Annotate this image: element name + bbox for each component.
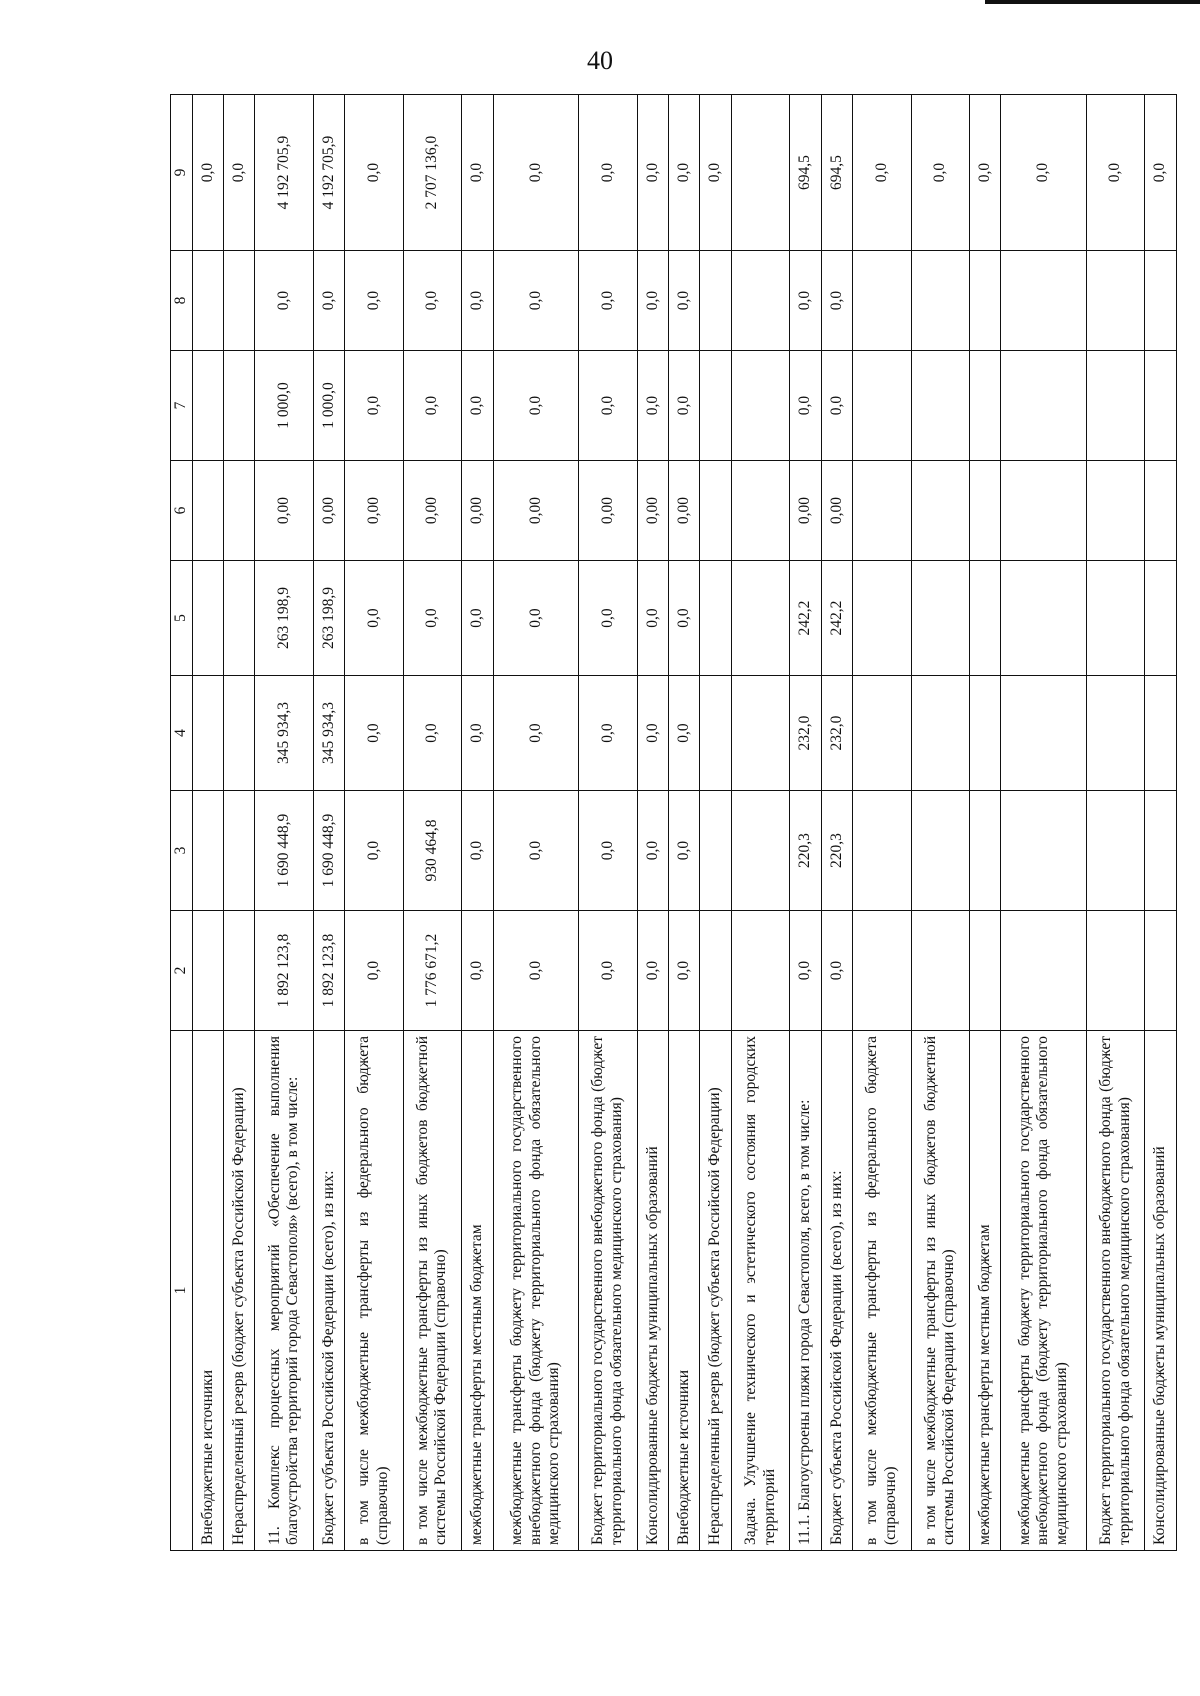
value-cell: 0,0 <box>493 791 579 911</box>
row-label: Задача. Улучшение технического и эстетического состояния городских территорий <box>731 1031 789 1551</box>
header-row <box>171 95 193 1551</box>
row-label: Консолидированные бюджеты муниципальных образований <box>1145 1031 1177 1551</box>
value-cell: 0,0 <box>345 351 403 461</box>
value-cell: 0,0 <box>255 251 313 351</box>
value-cell <box>1145 911 1177 1031</box>
value-cell <box>911 911 969 1031</box>
value-cell: 1 000,0 <box>313 351 344 461</box>
value-cell: 1 690 448,9 <box>313 791 344 911</box>
value-cell: 0,0 <box>637 95 668 251</box>
value-cell: 0,0 <box>821 351 852 461</box>
value-cell: 0,0 <box>403 676 461 791</box>
value-cell: 263 198,9 <box>255 561 313 676</box>
value-cell: 0,0 <box>579 911 637 1031</box>
value-cell: 0,0 <box>669 351 700 461</box>
value-cell <box>192 561 223 676</box>
value-cell: 694,5 <box>821 95 852 251</box>
table-row <box>403 95 461 1551</box>
column-header: 6 <box>171 461 193 561</box>
row-label: Внебюджетные источники <box>669 1031 700 1551</box>
value-cell: 0,0 <box>579 676 637 791</box>
value-cell: 0,0 <box>462 251 493 351</box>
column-header: 2 <box>171 911 193 1031</box>
value-cell <box>731 791 789 911</box>
row-label: межбюджетные трансферты бюджету территориального государственного внебюджетного фонда (бюджету территориального фонда обязательного медицинского страхования) <box>1001 1031 1087 1551</box>
value-cell: 1 776 671,2 <box>403 911 461 1031</box>
value-cell: 0,0 <box>345 676 403 791</box>
row-label: 11.1. Благоустроены пляжи города Севастополя, всего, в том числе: <box>790 1031 821 1551</box>
table-row <box>790 95 821 1551</box>
value-cell: 0,0 <box>669 251 700 351</box>
value-cell: 220,3 <box>790 791 821 911</box>
value-cell <box>1086 251 1144 351</box>
value-cell <box>911 561 969 676</box>
value-cell <box>1145 251 1177 351</box>
value-cell <box>1086 791 1144 911</box>
value-cell: 0,0 <box>853 95 911 251</box>
value-cell: 0,0 <box>669 95 700 251</box>
budget-table-frame <box>170 95 1177 1551</box>
value-cell <box>1145 791 1177 911</box>
row-label: Консолидированные бюджеты муниципальных образований <box>637 1031 668 1551</box>
value-cell: 0,0 <box>462 95 493 251</box>
value-cell: 0,00 <box>669 461 700 561</box>
value-cell: 0,00 <box>255 461 313 561</box>
table-row <box>1001 95 1087 1551</box>
value-cell: 0,0 <box>462 561 493 676</box>
table-body <box>192 95 1176 1551</box>
value-cell: 0,0 <box>821 911 852 1031</box>
value-cell <box>1001 351 1087 461</box>
value-cell <box>700 676 731 791</box>
value-cell <box>970 351 1001 461</box>
value-cell: 0,0 <box>637 911 668 1031</box>
table-row <box>700 95 731 1551</box>
value-cell <box>853 561 911 676</box>
value-cell: 0,0 <box>493 676 579 791</box>
table-row <box>853 95 911 1551</box>
value-cell: 0,0 <box>493 561 579 676</box>
value-cell: 1 892 123,8 <box>255 911 313 1031</box>
row-label: Нераспределенный резерв (бюджет субъекта Российской Федерации) <box>224 1031 255 1551</box>
row-label: Внебюджетные источники <box>192 1031 223 1551</box>
row-label: Бюджет территориального государственного внебюджетного фонда (бюджет территориального фонда обязательного медицинского страхования) <box>1086 1031 1144 1551</box>
value-cell: 263 198,9 <box>313 561 344 676</box>
value-cell: 0,0 <box>579 561 637 676</box>
value-cell: 0,0 <box>462 351 493 461</box>
table-row <box>669 95 700 1551</box>
column-header: 8 <box>171 251 193 351</box>
value-cell: 0,0 <box>192 95 223 251</box>
value-cell <box>731 911 789 1031</box>
value-cell <box>1145 351 1177 461</box>
table-header <box>171 95 193 1551</box>
row-label: межбюджетные трансферты бюджету территориального государственного внебюджетного фонда (бюджету территориального фонда обязательного медицинского страхования) <box>493 1031 579 1551</box>
value-cell: 0,0 <box>345 251 403 351</box>
value-cell <box>731 95 789 251</box>
value-cell <box>700 251 731 351</box>
value-cell <box>192 791 223 911</box>
value-cell: 220,3 <box>821 791 852 911</box>
value-cell <box>853 791 911 911</box>
table-row <box>224 95 255 1551</box>
value-cell: 0,00 <box>821 461 852 561</box>
budget-table <box>170 94 1177 1551</box>
value-cell <box>1001 911 1087 1031</box>
value-cell: 0,0 <box>911 95 969 251</box>
value-cell: 930 464,8 <box>403 791 461 911</box>
value-cell <box>1086 676 1144 791</box>
value-cell <box>731 461 789 561</box>
value-cell <box>192 911 223 1031</box>
value-cell <box>911 791 969 911</box>
table-row <box>821 95 852 1551</box>
value-cell <box>700 461 731 561</box>
value-cell: 0,0 <box>790 911 821 1031</box>
value-cell: 0,0 <box>493 95 579 251</box>
value-cell: 2 707 136,0 <box>403 95 461 251</box>
row-label: в том числе межбюджетные трансферты из федерального бюджета (справочно) <box>853 1031 911 1551</box>
table-row <box>637 95 668 1551</box>
value-cell: 0,0 <box>313 251 344 351</box>
value-cell <box>1145 461 1177 561</box>
value-cell <box>192 351 223 461</box>
value-cell: 1 690 448,9 <box>255 791 313 911</box>
value-cell: 0,0 <box>493 911 579 1031</box>
value-cell: 0,0 <box>493 251 579 351</box>
value-cell <box>1001 461 1087 561</box>
top-edge-rule <box>985 0 1200 4</box>
value-cell: 0,0 <box>790 351 821 461</box>
column-header: 5 <box>171 561 193 676</box>
value-cell: 0,0 <box>345 561 403 676</box>
value-cell <box>1001 561 1087 676</box>
value-cell: 0,00 <box>462 461 493 561</box>
value-cell: 0,0 <box>1086 95 1144 251</box>
value-cell <box>911 461 969 561</box>
value-cell: 0,0 <box>790 251 821 351</box>
value-cell <box>853 676 911 791</box>
column-header: 4 <box>171 676 193 791</box>
value-cell: 4 192 705,9 <box>255 95 313 251</box>
value-cell: 0,00 <box>637 461 668 561</box>
table-row <box>970 95 1001 1551</box>
value-cell: 0,0 <box>462 911 493 1031</box>
value-cell: 0,0 <box>403 561 461 676</box>
value-cell <box>731 251 789 351</box>
value-cell: 0,0 <box>970 95 1001 251</box>
value-cell: 0,0 <box>637 676 668 791</box>
value-cell: 0,00 <box>345 461 403 561</box>
table-row <box>1086 95 1144 1551</box>
value-cell <box>1145 561 1177 676</box>
row-label: в том числе межбюджетные трансферты из иных бюджетов бюджетной системы Российской Федерации (справочно) <box>911 1031 969 1551</box>
value-cell <box>224 351 255 461</box>
value-cell <box>1086 911 1144 1031</box>
value-cell: 0,0 <box>345 911 403 1031</box>
table-row <box>731 95 789 1551</box>
value-cell: 345 934,3 <box>313 676 344 791</box>
value-cell: 0,0 <box>637 251 668 351</box>
value-cell <box>970 461 1001 561</box>
value-cell <box>1086 461 1144 561</box>
value-cell: 0,0 <box>700 95 731 251</box>
value-cell <box>1001 676 1087 791</box>
value-cell <box>192 251 223 351</box>
value-cell: 0,0 <box>821 251 852 351</box>
value-cell <box>970 791 1001 911</box>
value-cell <box>853 251 911 351</box>
value-cell <box>853 351 911 461</box>
value-cell <box>224 676 255 791</box>
value-cell <box>224 251 255 351</box>
rotated-table-container <box>170 95 1177 1551</box>
table-row <box>1145 95 1177 1551</box>
value-cell <box>911 676 969 791</box>
value-cell <box>970 676 1001 791</box>
value-cell: 0,0 <box>579 791 637 911</box>
value-cell: 4 192 705,9 <box>313 95 344 251</box>
value-cell <box>853 911 911 1031</box>
value-cell: 0,0 <box>224 95 255 251</box>
value-cell: 0,0 <box>669 911 700 1031</box>
column-header: 1 <box>171 1031 193 1551</box>
value-cell: 0,00 <box>313 461 344 561</box>
column-header: 9 <box>171 95 193 251</box>
value-cell <box>700 561 731 676</box>
table-row <box>255 95 313 1551</box>
row-label: Нераспределенный резерв (бюджет субъекта Российской Федерации) <box>700 1031 731 1551</box>
row-label: межбюджетные трансферты местным бюджетам <box>970 1031 1001 1551</box>
value-cell <box>731 351 789 461</box>
value-cell <box>700 351 731 461</box>
value-cell: 0,0 <box>493 351 579 461</box>
value-cell: 1 000,0 <box>255 351 313 461</box>
value-cell <box>911 351 969 461</box>
row-label: Бюджет территориального государственного внебюджетного фонда (бюджет территориального фонда обязательного медицинского страхования) <box>579 1031 637 1551</box>
value-cell: 0,0 <box>579 351 637 461</box>
value-cell: 0,0 <box>403 251 461 351</box>
value-cell: 0,0 <box>579 251 637 351</box>
value-cell: 242,2 <box>790 561 821 676</box>
value-cell: 1 892 123,8 <box>313 911 344 1031</box>
table-row <box>462 95 493 1551</box>
row-label: межбюджетные трансферты местным бюджетам <box>462 1031 493 1551</box>
value-cell <box>224 911 255 1031</box>
row-label: 11. Комплекс процессных мероприятий «Обеспечение выполнения благоустройства территорий города Севастополя» (всего), в том числе: <box>255 1031 313 1551</box>
value-cell: 0,0 <box>462 791 493 911</box>
column-header: 3 <box>171 791 193 911</box>
value-cell <box>1086 351 1144 461</box>
value-cell: 0,0 <box>669 676 700 791</box>
value-cell: 0,0 <box>579 95 637 251</box>
value-cell: 232,0 <box>821 676 852 791</box>
value-cell <box>192 676 223 791</box>
value-cell: 694,5 <box>790 95 821 251</box>
value-cell: 0,0 <box>462 676 493 791</box>
row-label: в том числе межбюджетные трансферты из федерального бюджета (справочно) <box>345 1031 403 1551</box>
value-cell <box>731 561 789 676</box>
value-cell: 0,0 <box>637 791 668 911</box>
value-cell: 0,0 <box>403 351 461 461</box>
value-cell <box>970 561 1001 676</box>
value-cell: 0,0 <box>1145 95 1177 251</box>
value-cell <box>731 676 789 791</box>
value-cell: 232,0 <box>790 676 821 791</box>
value-cell: 0,0 <box>669 791 700 911</box>
value-cell <box>192 461 223 561</box>
page-number: 40 <box>587 46 613 75</box>
value-cell: 0,00 <box>493 461 579 561</box>
table-row <box>579 95 637 1551</box>
value-cell: 0,00 <box>403 461 461 561</box>
value-cell <box>1001 791 1087 911</box>
value-cell: 242,2 <box>821 561 852 676</box>
value-cell <box>224 461 255 561</box>
value-cell <box>853 461 911 561</box>
value-cell <box>1001 251 1087 351</box>
value-cell: 0,00 <box>579 461 637 561</box>
table-row <box>493 95 579 1551</box>
row-label: Бюджет субъекта Российской Федерации (всего), из них: <box>313 1031 344 1551</box>
value-cell: 0,0 <box>345 791 403 911</box>
value-cell <box>1086 561 1144 676</box>
column-header: 7 <box>171 351 193 461</box>
value-cell <box>224 791 255 911</box>
value-cell: 0,0 <box>345 95 403 251</box>
value-cell: 345 934,3 <box>255 676 313 791</box>
value-cell <box>1145 676 1177 791</box>
value-cell: 0,0 <box>669 561 700 676</box>
value-cell: 0,00 <box>790 461 821 561</box>
value-cell: 0,0 <box>637 561 668 676</box>
row-label: Бюджет субъекта Российской Федерации (всего), из них: <box>821 1031 852 1551</box>
table-row <box>345 95 403 1551</box>
value-cell: 0,0 <box>1001 95 1087 251</box>
table-row <box>313 95 344 1551</box>
value-cell <box>700 911 731 1031</box>
value-cell <box>700 791 731 911</box>
table-row <box>192 95 223 1551</box>
value-cell <box>224 561 255 676</box>
row-label: в том числе межбюджетные трансферты из иных бюджетов бюджетной системы Российской Федерации (справочно) <box>403 1031 461 1551</box>
value-cell: 0,0 <box>637 351 668 461</box>
value-cell <box>970 911 1001 1031</box>
value-cell <box>970 251 1001 351</box>
table-row <box>911 95 969 1551</box>
value-cell <box>911 251 969 351</box>
